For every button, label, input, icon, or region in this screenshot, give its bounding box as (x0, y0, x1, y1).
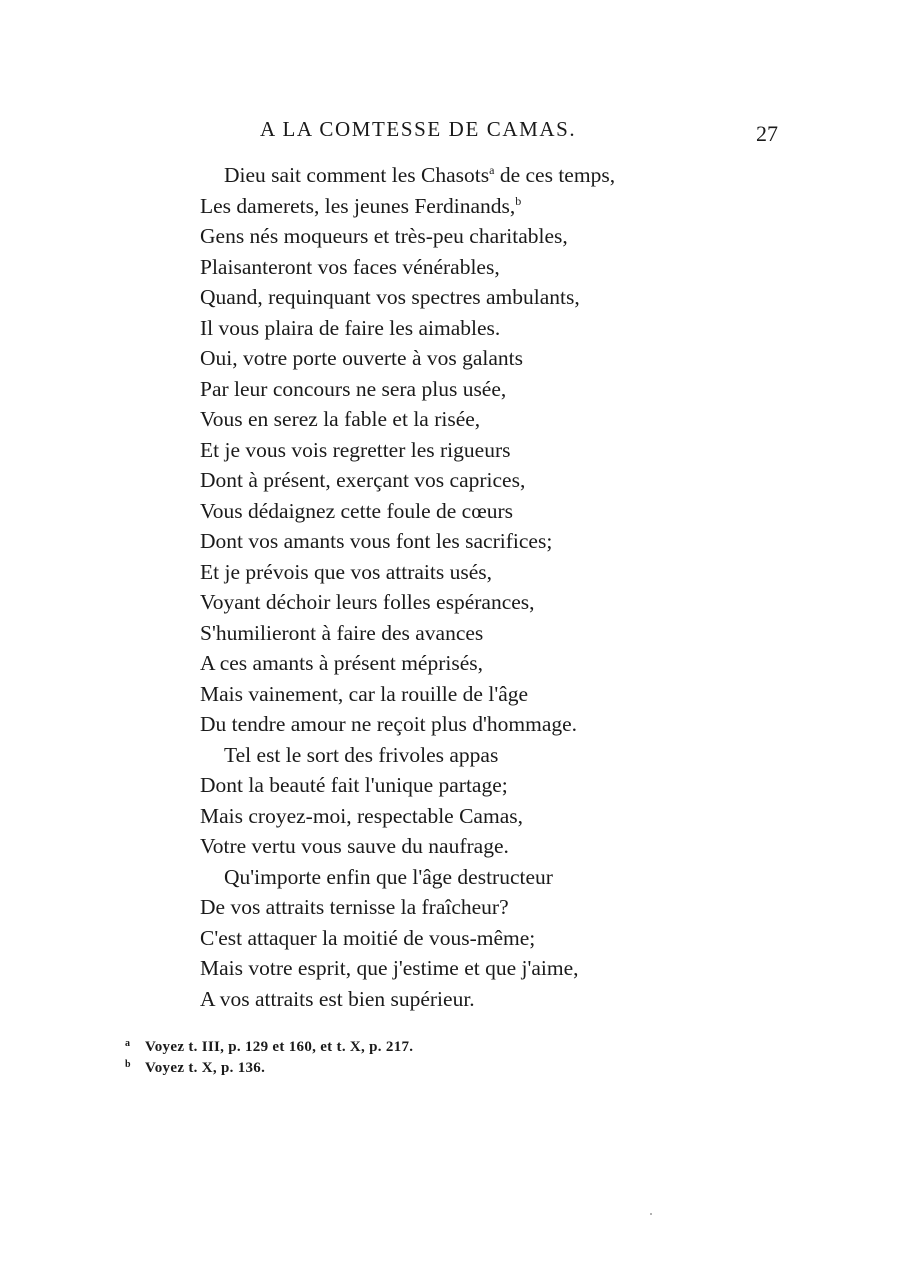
verse-line (200, 801, 760, 832)
paper-speck (650, 1213, 652, 1215)
verse-line (200, 313, 760, 344)
verse-text: Mais croyez-moi, respectable Camas, (200, 803, 523, 828)
footnote-reference: a (489, 163, 495, 177)
verse-text: C'est attaquer la moitié de vous-même; (200, 925, 536, 950)
footnote-reference: b (515, 193, 522, 208)
verse-line (200, 526, 760, 557)
verse-text: Vous dédaignez cette foule de cœurs (200, 498, 514, 523)
verse-text: Dieu sait comment les Chasots (224, 163, 490, 187)
running-head (0, 117, 900, 147)
verse-line (200, 557, 760, 588)
verse-text: S'humilieront à faire des avances (200, 620, 484, 645)
verse-text-continued: de ces temps, (494, 163, 616, 187)
footnote-text: Voyez t. III, p. 129 et 160, et t. X, p. 217. (145, 1039, 414, 1055)
verse-text: Il vous plaira de faire les aimables. (200, 315, 501, 340)
verse-text: Les damerets, les jeunes Ferdinands, (200, 193, 516, 218)
verse-line (200, 984, 760, 1015)
verse-text: Quand, requinquant vos spectres ambulants, (200, 285, 580, 309)
verse-text: A vos attraits est bien supérieur. (200, 986, 475, 1011)
verse-text: Dont la beauté fait l'unique partage; (200, 773, 508, 797)
running-title: A LA COMTESSE DE CAMAS. (260, 117, 577, 141)
verse-line (200, 862, 760, 893)
verse-line (200, 465, 760, 496)
verse-line (200, 648, 760, 679)
verse-line (200, 435, 760, 466)
verse-text: Vous en serez la fable et la risée, (200, 407, 481, 431)
verse-text: Votre vertu vous sauve du naufrage. (200, 834, 509, 858)
verse-line (200, 374, 760, 405)
poem-body (200, 160, 760, 1014)
verse-line (200, 709, 760, 740)
verse-text: Dont à présent, exerçant vos caprices, (200, 468, 526, 492)
verse-text: Gens nés moqueurs et très-peu charitables, (200, 224, 568, 248)
footnote-text: Voyez t. X, p. 136. (145, 1060, 266, 1076)
verse-line (200, 404, 760, 435)
footnote: b Voyez t. X, p. 136. (125, 1059, 266, 1076)
verse-line (200, 221, 760, 252)
verse-line (200, 892, 760, 923)
verse-text: A ces amants à présent méprisés, (200, 651, 483, 675)
verse-line (200, 770, 760, 801)
verse-text: Mais vainement, car la rouille de l'âge (200, 681, 529, 706)
verse-text: De vos attraits ternisse la fraîcheur? (200, 895, 509, 919)
verse-line (200, 496, 760, 527)
verse-line (200, 923, 760, 954)
verse-line (200, 740, 760, 771)
verse-line (200, 282, 760, 313)
verse-text: Par leur concours ne sera plus usée, (200, 376, 507, 401)
verse-line (200, 587, 760, 618)
verse-line (200, 160, 760, 191)
verse-text: Oui, votre porte ouverte à vos galants (200, 346, 524, 370)
footnote: a Voyez t. III, p. 129 et 160, et t. X, p. 217. (125, 1038, 414, 1055)
verse-line (200, 679, 760, 710)
verse-text: Tel est le sort des frivoles appas (224, 742, 499, 767)
verse-line (200, 191, 760, 222)
verse-text: Et je prévois que vos attraits usés, (200, 559, 492, 584)
verse-line (200, 252, 760, 283)
verse-text: Mais votre esprit, que j'estime et que j'aime, (200, 956, 579, 980)
verse-text: Et je vous vois regretter les rigueurs (200, 437, 511, 462)
verse-text: Plaisanteront vos faces vénérables, (200, 254, 500, 279)
verse-text: Dont vos amants vous font les sacrifices; (200, 529, 553, 553)
verse-text: Du tendre amour ne reçoit plus d'hommage. (200, 712, 578, 736)
verse-line (200, 953, 760, 984)
verse-line (200, 343, 760, 374)
verse-text: Qu'importe enfin que l'âge destructeur (224, 864, 553, 889)
verse-line (200, 618, 760, 649)
footnotes (125, 1037, 725, 1079)
verse-line (200, 831, 760, 862)
page-number: 27 (756, 121, 778, 146)
verse-text: Voyant déchoir leurs folles espérances, (200, 590, 535, 614)
